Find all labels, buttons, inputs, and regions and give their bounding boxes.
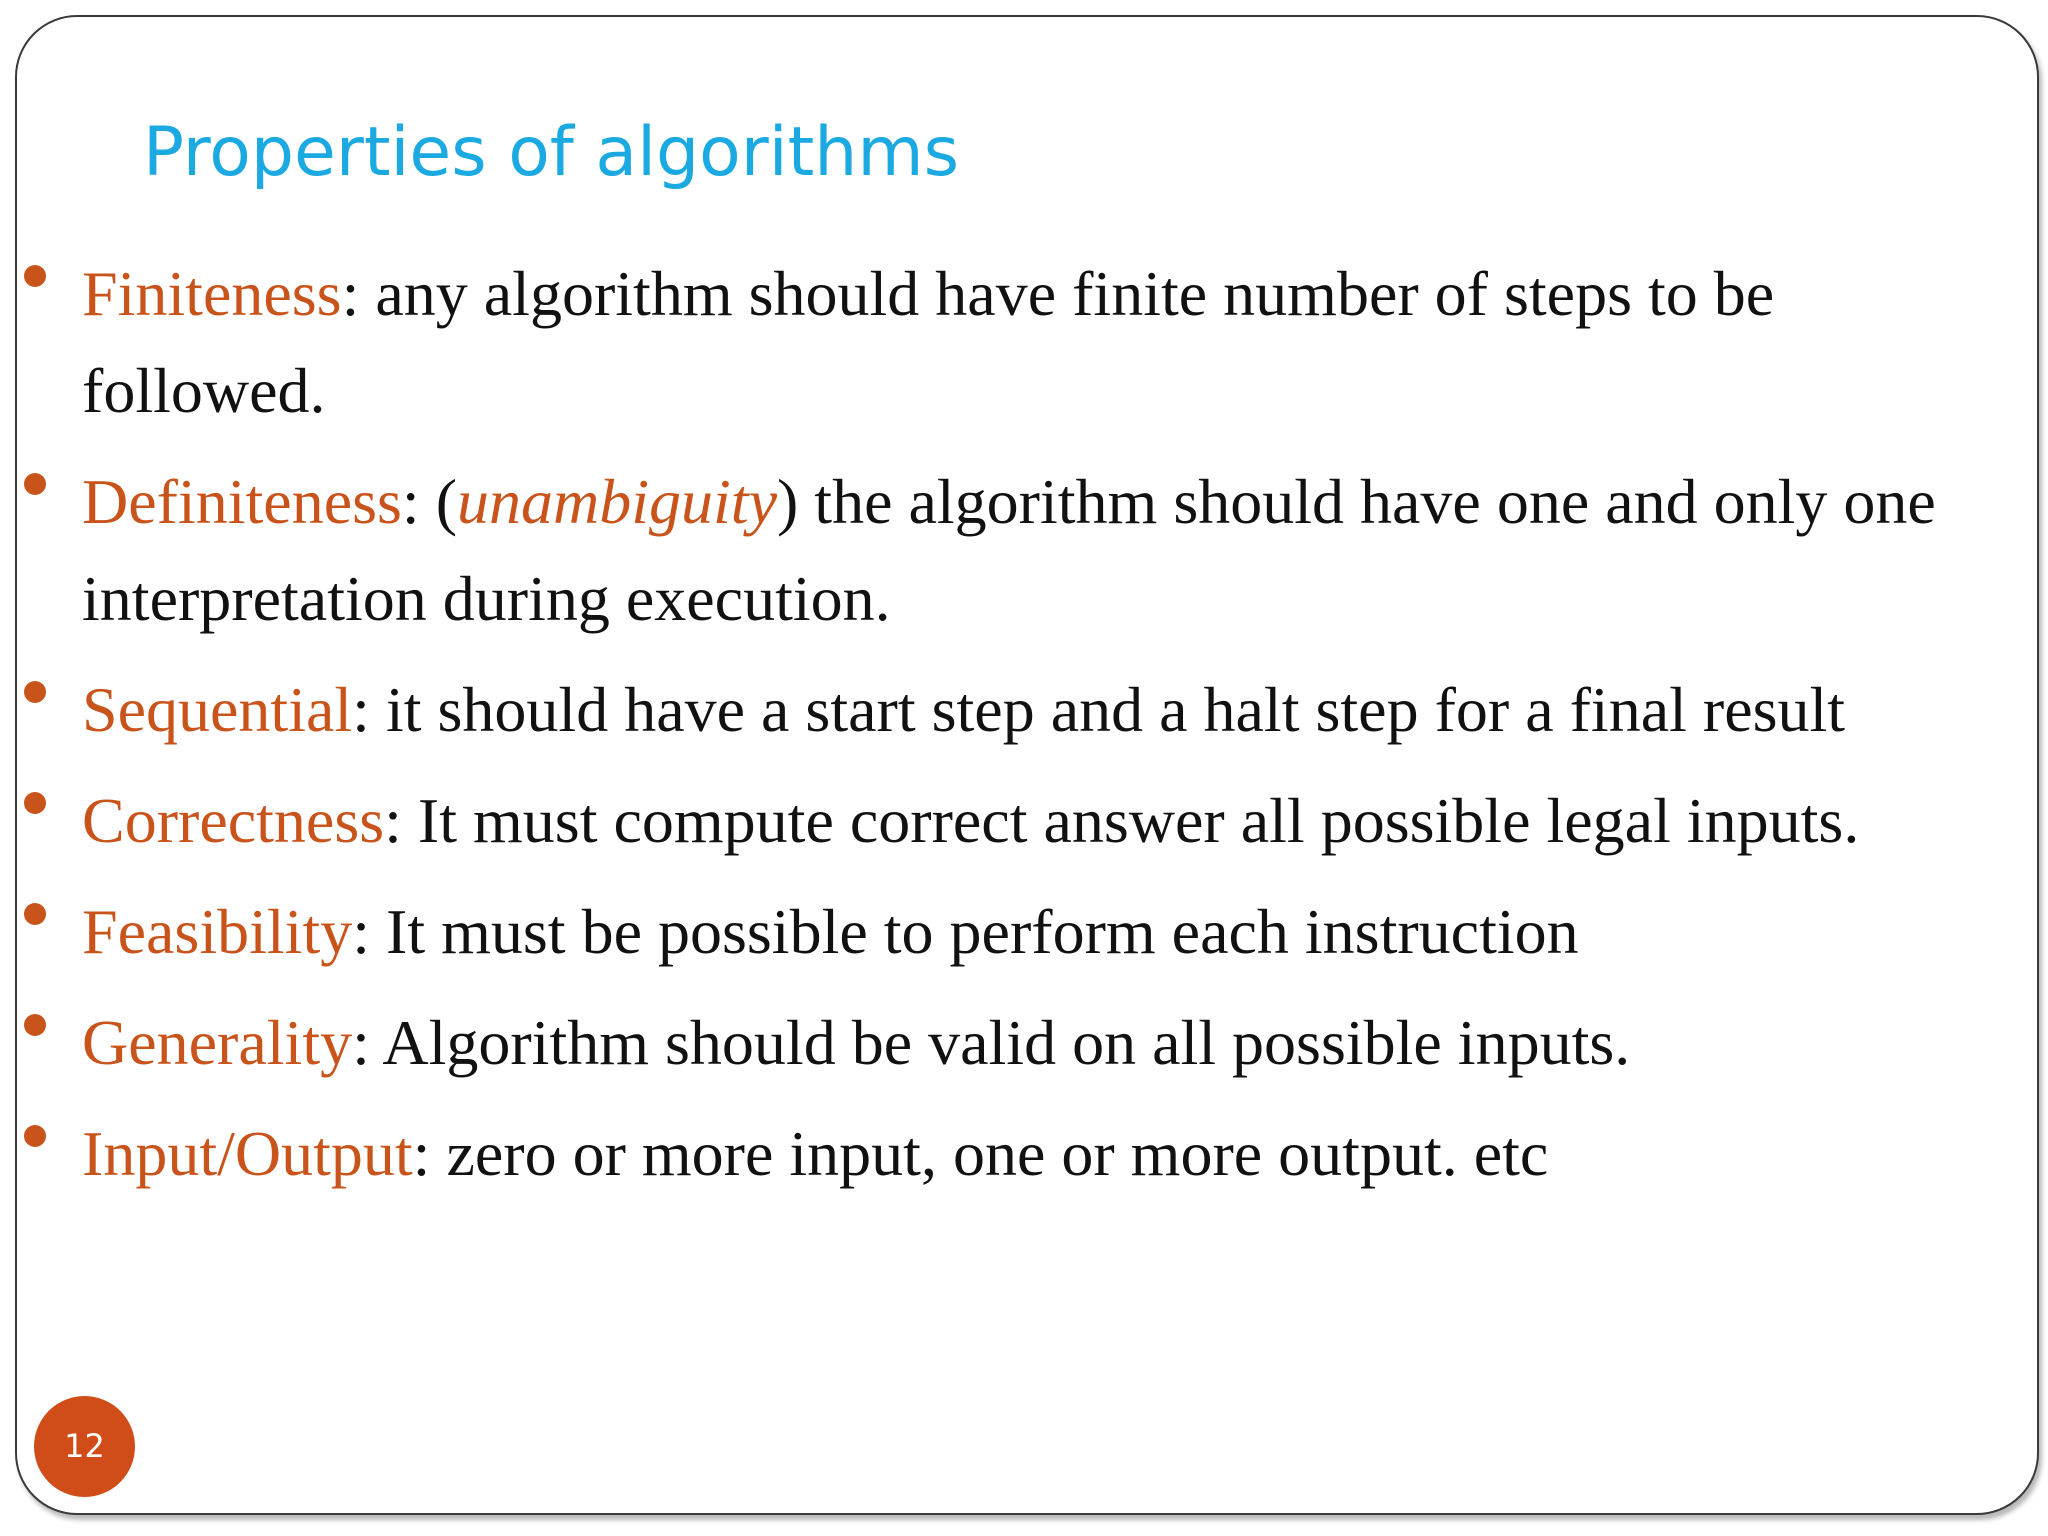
term-label: Finiteness <box>82 258 342 329</box>
term-label: Generality <box>82 1007 353 1078</box>
bullet-description: : It must be possible to perform each instruction <box>352 896 1579 967</box>
bullet-description-prefix: : ( <box>401 466 457 537</box>
bullet-description: : it should have a start step and a halt step for a final result <box>352 674 1846 745</box>
slide-title: Properties of algorithms <box>143 113 960 192</box>
term-label: Correctness <box>82 785 385 856</box>
term-label: Feasibility <box>82 896 353 967</box>
bullet-item-generality <box>82 994 2012 1091</box>
bullet-item-definiteness <box>82 453 2012 647</box>
page-number-badge: 12 <box>34 1396 135 1497</box>
bullet-dot-icon <box>24 1125 46 1147</box>
bullet-description: : It must compute correct answer all possible legal inputs. <box>384 785 1860 856</box>
bullet-item-input-output <box>82 1105 2012 1202</box>
bullet-description: : zero or more input, one or more output. etc <box>412 1118 1549 1189</box>
bullet-dot-icon <box>24 681 46 703</box>
term-label: Input/Output <box>82 1118 413 1189</box>
bullet-description: : Algorithm should be valid on all possible inputs. <box>352 1007 1631 1078</box>
bullet-description: ) the algorithm should have one and only one interpretation during execution. <box>82 466 1936 634</box>
bullet-item-sequential <box>82 661 2012 758</box>
bullet-item-correctness <box>82 772 2012 869</box>
bullet-item-finiteness <box>82 245 2012 439</box>
bullet-dot-icon <box>24 473 46 495</box>
term-label: Sequential <box>82 674 353 745</box>
bullet-description: : any algorithm should have finite number of steps to be followed. <box>82 258 1775 426</box>
bullet-dot-icon <box>24 903 46 925</box>
bullet-dot-icon <box>24 1014 46 1036</box>
emphasis-text: unambiguity <box>457 466 777 537</box>
bullet-dot-icon <box>24 265 46 287</box>
term-label: Definiteness <box>82 466 402 537</box>
bullet-list <box>82 245 2012 1216</box>
bullet-item-feasibility <box>82 883 2012 980</box>
bullet-dot-icon <box>24 792 46 814</box>
